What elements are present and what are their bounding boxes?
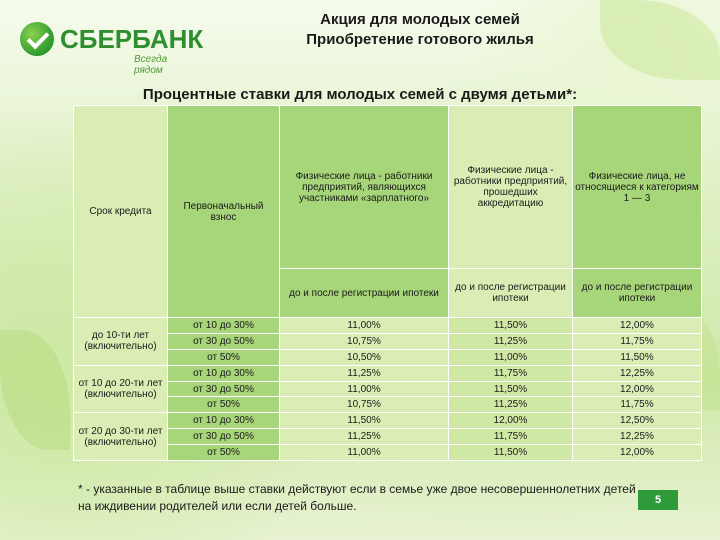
table-row (74, 429, 702, 445)
term-cell: от 10 до 20-ти лет (включительно) (74, 365, 168, 413)
table-row (74, 349, 702, 365)
table-row (74, 381, 702, 397)
logo-slogan: Всегда рядом (134, 54, 168, 76)
header-category-1: Физические лица - работники предприятий, являющихся участниками «зарплатного» (280, 106, 449, 269)
deposit-cell: от 30 до 50% (168, 333, 280, 349)
sberbank-logo-icon (20, 22, 54, 56)
rate-cell: 11,00% (280, 381, 449, 397)
rate-cell: 11,75% (449, 429, 573, 445)
rate-cell: 12,25% (573, 429, 702, 445)
stage-cell: до и после регистрации ипотеки (280, 269, 449, 318)
decorative-leaf (600, 0, 720, 80)
rates-table (73, 105, 702, 461)
deposit-cell: от 10 до 30% (168, 365, 280, 381)
rate-cell: 11,75% (449, 365, 573, 381)
rate-cell: 11,50% (280, 413, 449, 429)
rates-table-container (73, 105, 701, 463)
deposit-cell: от 50% (168, 445, 280, 461)
deposit-cell: от 10 до 30% (168, 413, 280, 429)
table-header-row (74, 106, 702, 269)
rate-cell: 11,25% (280, 429, 449, 445)
rate-cell: 11,50% (449, 381, 573, 397)
deposit-cell: от 10 до 30% (168, 318, 280, 334)
rate-cell: 10,75% (280, 333, 449, 349)
footnote: * - указанные в таблице выше ставки действуют если в семье уже двое несовершеннолетних детей на иждивении родителей или если детей больше. (78, 482, 636, 513)
header-category-2: Физические лица - работники предприятий, прошедших аккредитацию (449, 106, 573, 269)
deposit-cell: от 50% (168, 397, 280, 413)
rate-cell: 12,25% (573, 365, 702, 381)
deposit-cell: от 30 до 50% (168, 429, 280, 445)
table-row (74, 318, 702, 334)
table-row (74, 365, 702, 381)
rate-cell: 11,25% (449, 333, 573, 349)
rate-cell: 11,75% (573, 333, 702, 349)
table-row (74, 333, 702, 349)
rate-cell: 12,00% (449, 413, 573, 429)
rate-cell: 12,00% (573, 381, 702, 397)
header-term: Срок кредита (74, 106, 168, 318)
rate-cell: 11,50% (449, 445, 573, 461)
rate-cell: 12,50% (573, 413, 702, 429)
term-cell: от 20 до 30-ти лет (включительно) (74, 413, 168, 461)
stage-cell: до и после регистрации ипотеки (449, 269, 573, 318)
rate-cell: 10,75% (280, 397, 449, 413)
page-number: 5 (638, 490, 678, 510)
sberbank-logo (20, 18, 204, 76)
rate-cell: 11,00% (449, 349, 573, 365)
header-line-1: Акция для молодых семей (320, 11, 520, 28)
decorative-leaf (0, 330, 70, 450)
rate-cell: 11,00% (280, 318, 449, 334)
stage-cell: до и после регистрации ипотеки (573, 269, 702, 318)
deposit-cell: от 50% (168, 349, 280, 365)
term-cell: до 10-ти лет (включительно) (74, 318, 168, 366)
table-row (74, 445, 702, 461)
header-line-2: Приобретение готового жилья (306, 31, 534, 48)
rate-cell: 11,25% (449, 397, 573, 413)
rate-cell: 11,50% (573, 349, 702, 365)
header-category-3: Физические лица, не относящиеся к категориям 1 — 3 (573, 106, 702, 269)
rate-cell: 12,00% (573, 445, 702, 461)
rate-cell: 10,50% (280, 349, 449, 365)
rate-cell: 11,50% (449, 318, 573, 334)
rate-cell: 11,75% (573, 397, 702, 413)
table-row (74, 413, 702, 429)
logo-name: СБЕРБАНК (60, 24, 204, 54)
table-row (74, 397, 702, 413)
rate-cell: 11,25% (280, 365, 449, 381)
slide-header (240, 10, 600, 50)
header-deposit: Первоначальный взнос (168, 106, 280, 318)
table-title: Процентные ставки для молодых семей с двумя детьми*: (142, 86, 578, 103)
rate-cell: 12,00% (573, 318, 702, 334)
deposit-cell: от 30 до 50% (168, 381, 280, 397)
rate-cell: 11,00% (280, 445, 449, 461)
